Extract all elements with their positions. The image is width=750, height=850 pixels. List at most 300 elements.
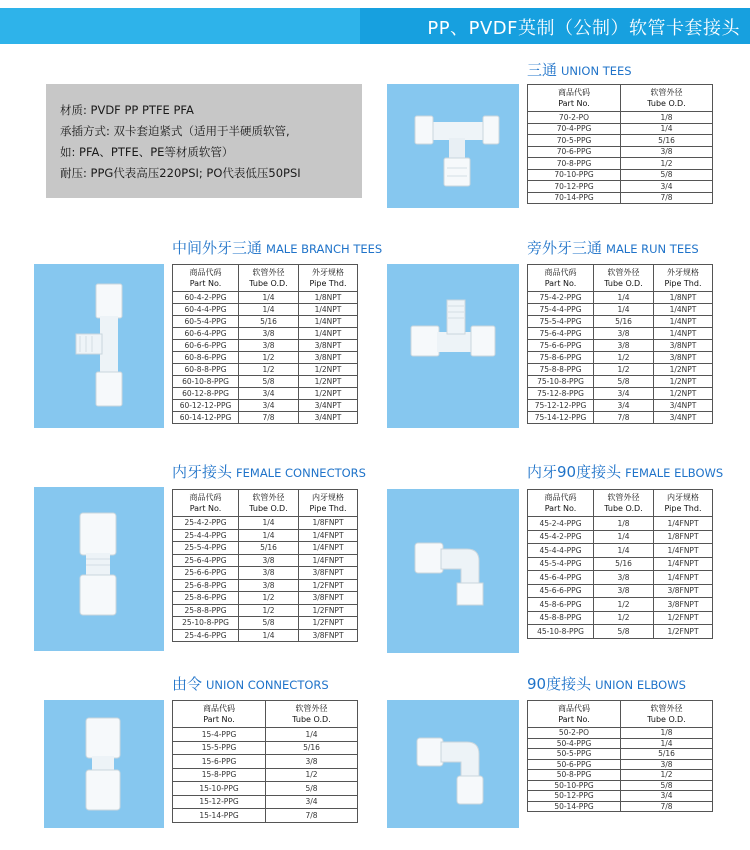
part-no-header: 商品代码 Part No. — [528, 85, 621, 112]
pipe-thd-cell: 1/2NPT — [299, 364, 358, 376]
pipe-thd-cell: 1/2FNPT — [654, 625, 713, 639]
pipe-thd-cell: 1/4NPT — [299, 316, 358, 328]
tube-od-cell: 3/4 — [621, 791, 713, 802]
part-no-cell: 25-10-8-PPG — [173, 617, 239, 630]
tube-od-cell: 1/2 — [594, 611, 654, 625]
table-row — [173, 376, 358, 388]
part-no-cell: 25-6-4-PPG — [173, 554, 239, 567]
table-row — [173, 755, 358, 769]
pipe-thd-cell: 1/8NPT — [654, 292, 713, 304]
tube-od-header: 软管外径 Tube O.D. — [594, 490, 654, 517]
pipe-thd-cell: 1/4NPT — [299, 304, 358, 316]
table-row — [173, 412, 358, 424]
table-row — [528, 598, 713, 612]
table-row — [528, 801, 713, 812]
pipe-thd-cell: 3/8FNPT — [654, 584, 713, 598]
table-row — [528, 625, 713, 639]
tube-od-cell: 3/8 — [594, 340, 654, 352]
tube-od-cell: 5/16 — [594, 557, 654, 571]
table-row — [528, 192, 713, 204]
part-no-cell: 45-6-4-PPG — [528, 571, 594, 585]
tube-od-cell: 1/4 — [239, 629, 299, 642]
pipe-thd-cell: 1/2NPT — [654, 364, 713, 376]
part-no-cell: 25-4-4-PPG — [173, 529, 239, 542]
table-row — [528, 584, 713, 598]
table-row — [528, 364, 713, 376]
table-row — [528, 780, 713, 791]
table-row — [528, 517, 713, 531]
page-header — [0, 0, 750, 46]
tube-od-cell: 1/4 — [239, 529, 299, 542]
part-no-cell: 45-4-4-PPG — [528, 544, 594, 558]
connection-example-line: 如: PFA、PTFE、PE等材质软管） — [60, 145, 234, 159]
table-row — [528, 749, 713, 760]
union-connectors-title-cn: 由令 — [172, 675, 203, 693]
table-row — [173, 768, 358, 782]
pipe-thd-header: 内牙规格 Pipe Thd. — [299, 490, 358, 517]
part-no-cell: 50-6-PPG — [528, 759, 621, 770]
part-no-cell: 60-8-6-PPG — [173, 352, 239, 364]
table-row — [173, 567, 358, 580]
male-run-tees-table — [527, 264, 713, 424]
tube-od-cell: 1/8 — [621, 728, 713, 739]
pipe-thd-cell: 1/4FNPT — [654, 517, 713, 531]
pipe-thd-header: 外牙规格 Pipe Thd. — [299, 265, 358, 292]
male-run-tees-title-cn: 旁外牙三通 — [527, 239, 603, 257]
tube-od-cell: 1/2 — [594, 598, 654, 612]
pipe-thd-header: 外牙规格 Pipe Thd. — [654, 265, 713, 292]
pipe-thd-cell: 3/8FNPT — [299, 629, 358, 642]
table-row — [173, 554, 358, 567]
pipe-thd-cell: 3/8NPT — [654, 340, 713, 352]
table-row — [528, 158, 713, 170]
tube-od-cell: 5/16 — [266, 741, 358, 755]
pipe-thd-cell: 3/4NPT — [654, 400, 713, 412]
pipe-thd-cell: 1/8FNPT — [654, 530, 713, 544]
part-no-cell: 15-12-PPG — [173, 795, 266, 809]
part-no-header: 商品代码 Part No. — [173, 490, 239, 517]
part-no-cell: 25-4-6-PPG — [173, 629, 239, 642]
female-elbows-title-en: FEMALE ELBOWS — [625, 466, 724, 480]
table-row — [528, 544, 713, 558]
tube-od-cell: 1/2 — [239, 352, 299, 364]
union-elbows-title — [527, 674, 686, 695]
male-branch-tees-title-en: MALE BRANCH TEES — [266, 242, 383, 256]
tube-od-cell: 1/4 — [239, 304, 299, 316]
tube-od-cell: 3/8 — [239, 554, 299, 567]
pipe-thd-cell: 3/8NPT — [654, 352, 713, 364]
tube-od-cell: 1/4 — [594, 530, 654, 544]
table-row — [528, 304, 713, 316]
pipe-thd-cell: 3/8FNPT — [299, 567, 358, 580]
tube-od-cell: 3/8 — [621, 146, 713, 158]
part-no-cell: 50-2-PO — [528, 728, 621, 739]
table-row — [173, 400, 358, 412]
union-elbows-title-cn: 90度接头 — [527, 675, 592, 693]
tube-od-cell: 1/2 — [239, 364, 299, 376]
table-row — [173, 352, 358, 364]
tube-od-cell: 1/4 — [239, 517, 299, 530]
female-elbow-illustration — [387, 489, 519, 653]
table-row — [528, 340, 713, 352]
table-row — [528, 135, 713, 147]
tube-od-cell: 1/2 — [239, 592, 299, 605]
page-title: PP、PVDF英制（公制）软管卡套接头 — [427, 18, 740, 39]
tube-od-cell: 1/2 — [621, 770, 713, 781]
table-row — [173, 304, 358, 316]
table-row — [528, 292, 713, 304]
part-no-cell: 45-6-6-PPG — [528, 584, 594, 598]
part-no-cell: 15-8-PPG — [173, 768, 266, 782]
tube-od-cell: 1/4 — [621, 738, 713, 749]
part-no-cell: 45-4-2-PPG — [528, 530, 594, 544]
pipe-thd-cell: 3/8NPT — [299, 352, 358, 364]
table-row — [173, 629, 358, 642]
table-row — [173, 316, 358, 328]
female-connectors-table — [172, 489, 358, 642]
part-no-cell: 45-2-4-PPG — [528, 517, 594, 531]
part-no-cell: 70-2-PO — [528, 112, 621, 124]
pipe-thd-cell: 1/4FNPT — [299, 542, 358, 555]
part-no-cell: 70-5-PPG — [528, 135, 621, 147]
part-no-cell: 70-8-PPG — [528, 158, 621, 170]
tube-od-cell: 3/4 — [621, 181, 713, 193]
pipe-thd-header: 内牙规格 Pipe Thd. — [654, 490, 713, 517]
table-row — [528, 571, 713, 585]
table-row — [528, 759, 713, 770]
part-no-cell: 25-8-6-PPG — [173, 592, 239, 605]
part-no-cell: 25-4-2-PPG — [173, 517, 239, 530]
table-row — [528, 791, 713, 802]
part-no-cell: 60-10-8-PPG — [173, 376, 239, 388]
part-no-cell: 25-8-8-PPG — [173, 604, 239, 617]
part-no-cell: 75-6-4-PPG — [528, 328, 594, 340]
pipe-thd-cell: 1/2FNPT — [299, 579, 358, 592]
material-info-box — [46, 84, 362, 198]
connection-line: 承插方式: 双卡套迫紧式（适用于半硬质软管, — [60, 124, 290, 138]
part-no-cell: 60-12-12-PPG — [173, 400, 239, 412]
header-accent — [0, 8, 360, 44]
tube-od-cell: 5/16 — [239, 316, 299, 328]
tube-od-cell: 3/4 — [594, 400, 654, 412]
tube-od-header: 软管外径 Tube O.D. — [239, 265, 299, 292]
tube-od-cell: 3/4 — [239, 400, 299, 412]
tube-od-cell: 3/8 — [266, 755, 358, 769]
tube-od-cell: 1/4 — [594, 292, 654, 304]
part-no-cell: 50-10-PPG — [528, 780, 621, 791]
union-tees-table — [527, 84, 713, 204]
part-no-cell: 45-8-6-PPG — [528, 598, 594, 612]
tube-od-cell: 3/8 — [594, 328, 654, 340]
part-no-cell: 75-12-8-PPG — [528, 388, 594, 400]
tube-od-cell: 7/8 — [621, 801, 713, 812]
table-row — [528, 123, 713, 135]
part-no-cell: 45-8-8-PPG — [528, 611, 594, 625]
tube-od-header: 软管外径 Tube O.D. — [621, 85, 713, 112]
table-row — [528, 328, 713, 340]
part-no-cell: 60-8-8-PPG — [173, 364, 239, 376]
pipe-thd-cell: 1/4NPT — [654, 328, 713, 340]
pipe-thd-cell: 1/8FNPT — [299, 517, 358, 530]
union-tee-illustration — [387, 84, 519, 208]
table-row — [528, 412, 713, 424]
male-run-tees-title-en: MALE RUN TEES — [606, 242, 699, 256]
female-connectors-title — [172, 462, 366, 483]
tube-od-cell: 7/8 — [621, 192, 713, 204]
union-tees-title — [527, 60, 632, 81]
part-no-cell: 15-4-PPG — [173, 728, 266, 742]
pipe-thd-cell: 3/4NPT — [299, 412, 358, 424]
tube-od-cell: 7/8 — [594, 412, 654, 424]
union-connector-illustration — [44, 700, 164, 828]
pipe-thd-cell: 3/8NPT — [299, 340, 358, 352]
part-no-cell: 60-5-4-PPG — [173, 316, 239, 328]
female-connector-photo — [34, 487, 164, 651]
pipe-thd-cell: 1/4FNPT — [299, 529, 358, 542]
female-connectors-title-en: FEMALE CONNECTORS — [236, 466, 366, 480]
table-row — [528, 388, 713, 400]
tube-od-cell: 7/8 — [239, 412, 299, 424]
part-no-header: 商品代码 Part No. — [528, 701, 621, 728]
part-no-cell: 15-5-PPG — [173, 741, 266, 755]
part-no-cell: 15-10-PPG — [173, 782, 266, 796]
union-connector-photo — [44, 700, 164, 828]
table-row — [528, 400, 713, 412]
part-no-cell: 70-4-PPG — [528, 123, 621, 135]
pipe-thd-cell: 1/8NPT — [299, 292, 358, 304]
table-row — [173, 592, 358, 605]
table-row — [528, 770, 713, 781]
tube-od-cell: 3/8 — [594, 584, 654, 598]
tube-od-cell: 5/8 — [266, 782, 358, 796]
table-row — [528, 181, 713, 193]
part-no-cell: 70-14-PPG — [528, 192, 621, 204]
union-connectors-table — [172, 700, 358, 823]
pipe-thd-cell: 3/8FNPT — [299, 592, 358, 605]
female-elbows-title-cn: 内牙90度接头 — [527, 463, 622, 481]
part-no-cell: 75-4-2-PPG — [528, 292, 594, 304]
table-row — [528, 728, 713, 739]
pipe-thd-cell: 1/4NPT — [299, 328, 358, 340]
table-row — [173, 542, 358, 555]
union-tees-title-en: UNION TEES — [561, 64, 632, 78]
tube-od-cell: 3/4 — [594, 388, 654, 400]
table-row — [173, 795, 358, 809]
part-no-cell: 75-6-6-PPG — [528, 340, 594, 352]
part-no-cell: 70-10-PPG — [528, 169, 621, 181]
part-no-cell: 75-10-8-PPG — [528, 376, 594, 388]
part-no-cell: 60-4-2-PPG — [173, 292, 239, 304]
male-run-tee-photo — [387, 264, 519, 428]
male-branch-tees-title — [172, 238, 382, 259]
table-row — [173, 388, 358, 400]
tube-od-cell: 3/8 — [239, 340, 299, 352]
table-row — [528, 557, 713, 571]
tube-od-cell: 3/8 — [239, 579, 299, 592]
tube-od-cell: 3/8 — [594, 571, 654, 585]
tube-od-cell: 1/2 — [621, 158, 713, 170]
male-run-tees-title — [527, 238, 699, 259]
part-no-cell: 70-6-PPG — [528, 146, 621, 158]
table-row — [173, 328, 358, 340]
part-no-cell: 60-6-6-PPG — [173, 340, 239, 352]
pipe-thd-cell: 1/4FNPT — [654, 557, 713, 571]
part-no-cell: 50-14-PPG — [528, 801, 621, 812]
part-no-cell: 25-5-4-PPG — [173, 542, 239, 555]
tube-od-cell: 1/4 — [621, 123, 713, 135]
part-no-cell: 75-8-6-PPG — [528, 352, 594, 364]
male-branch-tees-title-cn: 中间外牙三通 — [172, 239, 263, 257]
part-no-cell: 50-5-PPG — [528, 749, 621, 760]
tube-od-header: 软管外径 Tube O.D. — [239, 490, 299, 517]
union-tees-title-cn: 三通 — [527, 61, 558, 79]
table-row — [173, 617, 358, 630]
tube-od-cell: 3/8 — [239, 328, 299, 340]
pipe-thd-cell: 1/4NPT — [654, 304, 713, 316]
table-row — [528, 112, 713, 124]
pipe-thd-cell: 1/4FNPT — [654, 544, 713, 558]
tube-od-cell: 1/2 — [239, 604, 299, 617]
pipe-thd-cell: 1/4FNPT — [299, 554, 358, 567]
pipe-thd-cell: 1/2NPT — [654, 388, 713, 400]
union-elbow-illustration — [387, 700, 519, 828]
pipe-thd-cell: 1/4NPT — [654, 316, 713, 328]
part-no-cell: 75-12-12-PPG — [528, 400, 594, 412]
tube-od-cell: 5/8 — [239, 617, 299, 630]
union-tee-photo — [387, 84, 519, 208]
table-row — [528, 611, 713, 625]
tube-od-cell: 5/8 — [621, 169, 713, 181]
tube-od-cell: 1/2 — [594, 352, 654, 364]
part-no-cell: 60-4-4-PPG — [173, 304, 239, 316]
tube-od-cell: 5/8 — [239, 376, 299, 388]
tube-od-cell: 5/16 — [621, 749, 713, 760]
table-row — [173, 340, 358, 352]
pipe-thd-cell: 1/2NPT — [299, 388, 358, 400]
part-no-cell: 75-5-4-PPG — [528, 316, 594, 328]
table-row — [173, 579, 358, 592]
part-no-cell: 45-10-8-PPG — [528, 625, 594, 639]
pipe-thd-cell: 3/4NPT — [654, 412, 713, 424]
female-connector-illustration — [34, 487, 164, 651]
part-no-cell: 45-5-4-PPG — [528, 557, 594, 571]
female-elbows-title — [527, 462, 723, 483]
table-row — [173, 364, 358, 376]
table-row — [173, 529, 358, 542]
table-row — [173, 782, 358, 796]
table-row — [528, 376, 713, 388]
part-no-cell: 50-8-PPG — [528, 770, 621, 781]
pipe-thd-cell: 3/8FNPT — [654, 598, 713, 612]
table-row — [173, 809, 358, 823]
tube-od-cell: 5/16 — [621, 135, 713, 147]
table-row — [173, 517, 358, 530]
part-no-header: 商品代码 Part No. — [528, 265, 594, 292]
part-no-cell: 60-14-12-PPG — [173, 412, 239, 424]
tube-od-cell: 5/8 — [594, 625, 654, 639]
part-no-cell: 25-6-6-PPG — [173, 567, 239, 580]
tube-od-cell: 1/4 — [239, 292, 299, 304]
union-elbow-photo — [387, 700, 519, 828]
tube-od-cell: 5/8 — [594, 376, 654, 388]
table-row — [528, 352, 713, 364]
part-no-cell: 75-14-12-PPG — [528, 412, 594, 424]
part-no-header: 商品代码 Part No. — [173, 265, 239, 292]
tube-od-cell: 1/8 — [594, 517, 654, 531]
part-no-cell: 15-14-PPG — [173, 809, 266, 823]
pipe-thd-cell: 1/2FNPT — [299, 617, 358, 630]
table-row — [528, 146, 713, 158]
table-row — [173, 604, 358, 617]
material-line: 材质: PVDF PP PTFE PFA — [60, 103, 194, 117]
tube-od-cell: 1/8 — [621, 112, 713, 124]
male-branch-tees-table — [172, 264, 358, 424]
tube-od-cell: 5/8 — [621, 780, 713, 791]
tube-od-header: 软管外径 Tube O.D. — [266, 701, 358, 728]
tube-od-cell: 3/8 — [621, 759, 713, 770]
table-row — [528, 316, 713, 328]
tube-od-header: 软管外径 Tube O.D. — [621, 701, 713, 728]
tube-od-cell: 3/4 — [239, 388, 299, 400]
pipe-thd-cell: 1/2FNPT — [654, 611, 713, 625]
part-no-cell: 70-12-PPG — [528, 181, 621, 193]
part-no-header: 商品代码 Part No. — [173, 701, 266, 728]
male-branch-tee-illustration — [34, 264, 164, 428]
part-no-cell: 75-8-8-PPG — [528, 364, 594, 376]
tube-od-cell: 1/4 — [266, 728, 358, 742]
union-connectors-title-en: UNION CONNECTORS — [206, 678, 329, 692]
table-row — [173, 728, 358, 742]
part-no-cell: 25-6-8-PPG — [173, 579, 239, 592]
pipe-thd-cell: 1/2FNPT — [299, 604, 358, 617]
table-row — [528, 169, 713, 181]
part-no-cell: 50-12-PPG — [528, 791, 621, 802]
table-row — [173, 741, 358, 755]
part-no-header: 商品代码 Part No. — [528, 490, 594, 517]
pressure-line: 耐压: PPG代表高压220PSI; PO代表低压50PSI — [60, 166, 301, 180]
union-elbows-title-en: UNION ELBOWS — [595, 678, 686, 692]
tube-od-cell: 3/8 — [239, 567, 299, 580]
union-connectors-title — [172, 674, 329, 695]
table-row — [173, 292, 358, 304]
female-elbow-photo — [387, 489, 519, 653]
male-run-tee-illustration — [387, 264, 519, 428]
tube-od-cell: 1/2 — [594, 364, 654, 376]
union-elbows-table — [527, 700, 713, 812]
table-row — [528, 530, 713, 544]
tube-od-cell: 5/16 — [239, 542, 299, 555]
part-no-cell: 15-6-PPG — [173, 755, 266, 769]
pipe-thd-cell: 1/2NPT — [654, 376, 713, 388]
part-no-cell: 75-4-4-PPG — [528, 304, 594, 316]
pipe-thd-cell: 3/4NPT — [299, 400, 358, 412]
tube-od-cell: 7/8 — [266, 809, 358, 823]
tube-od-cell: 5/16 — [594, 316, 654, 328]
tube-od-cell: 1/4 — [594, 304, 654, 316]
female-elbows-table — [527, 489, 713, 639]
part-no-cell: 60-6-4-PPG — [173, 328, 239, 340]
part-no-cell: 50-4-PPG — [528, 738, 621, 749]
tube-od-cell: 3/4 — [266, 795, 358, 809]
pipe-thd-cell: 1/4FNPT — [654, 571, 713, 585]
female-connectors-title-cn: 内牙接头 — [172, 463, 233, 481]
male-branch-tee-photo — [34, 264, 164, 428]
tube-od-cell: 1/4 — [594, 544, 654, 558]
tube-od-cell: 1/2 — [266, 768, 358, 782]
pipe-thd-cell: 1/2NPT — [299, 376, 358, 388]
part-no-cell: 60-12-8-PPG — [173, 388, 239, 400]
tube-od-header: 软管外径 Tube O.D. — [594, 265, 654, 292]
